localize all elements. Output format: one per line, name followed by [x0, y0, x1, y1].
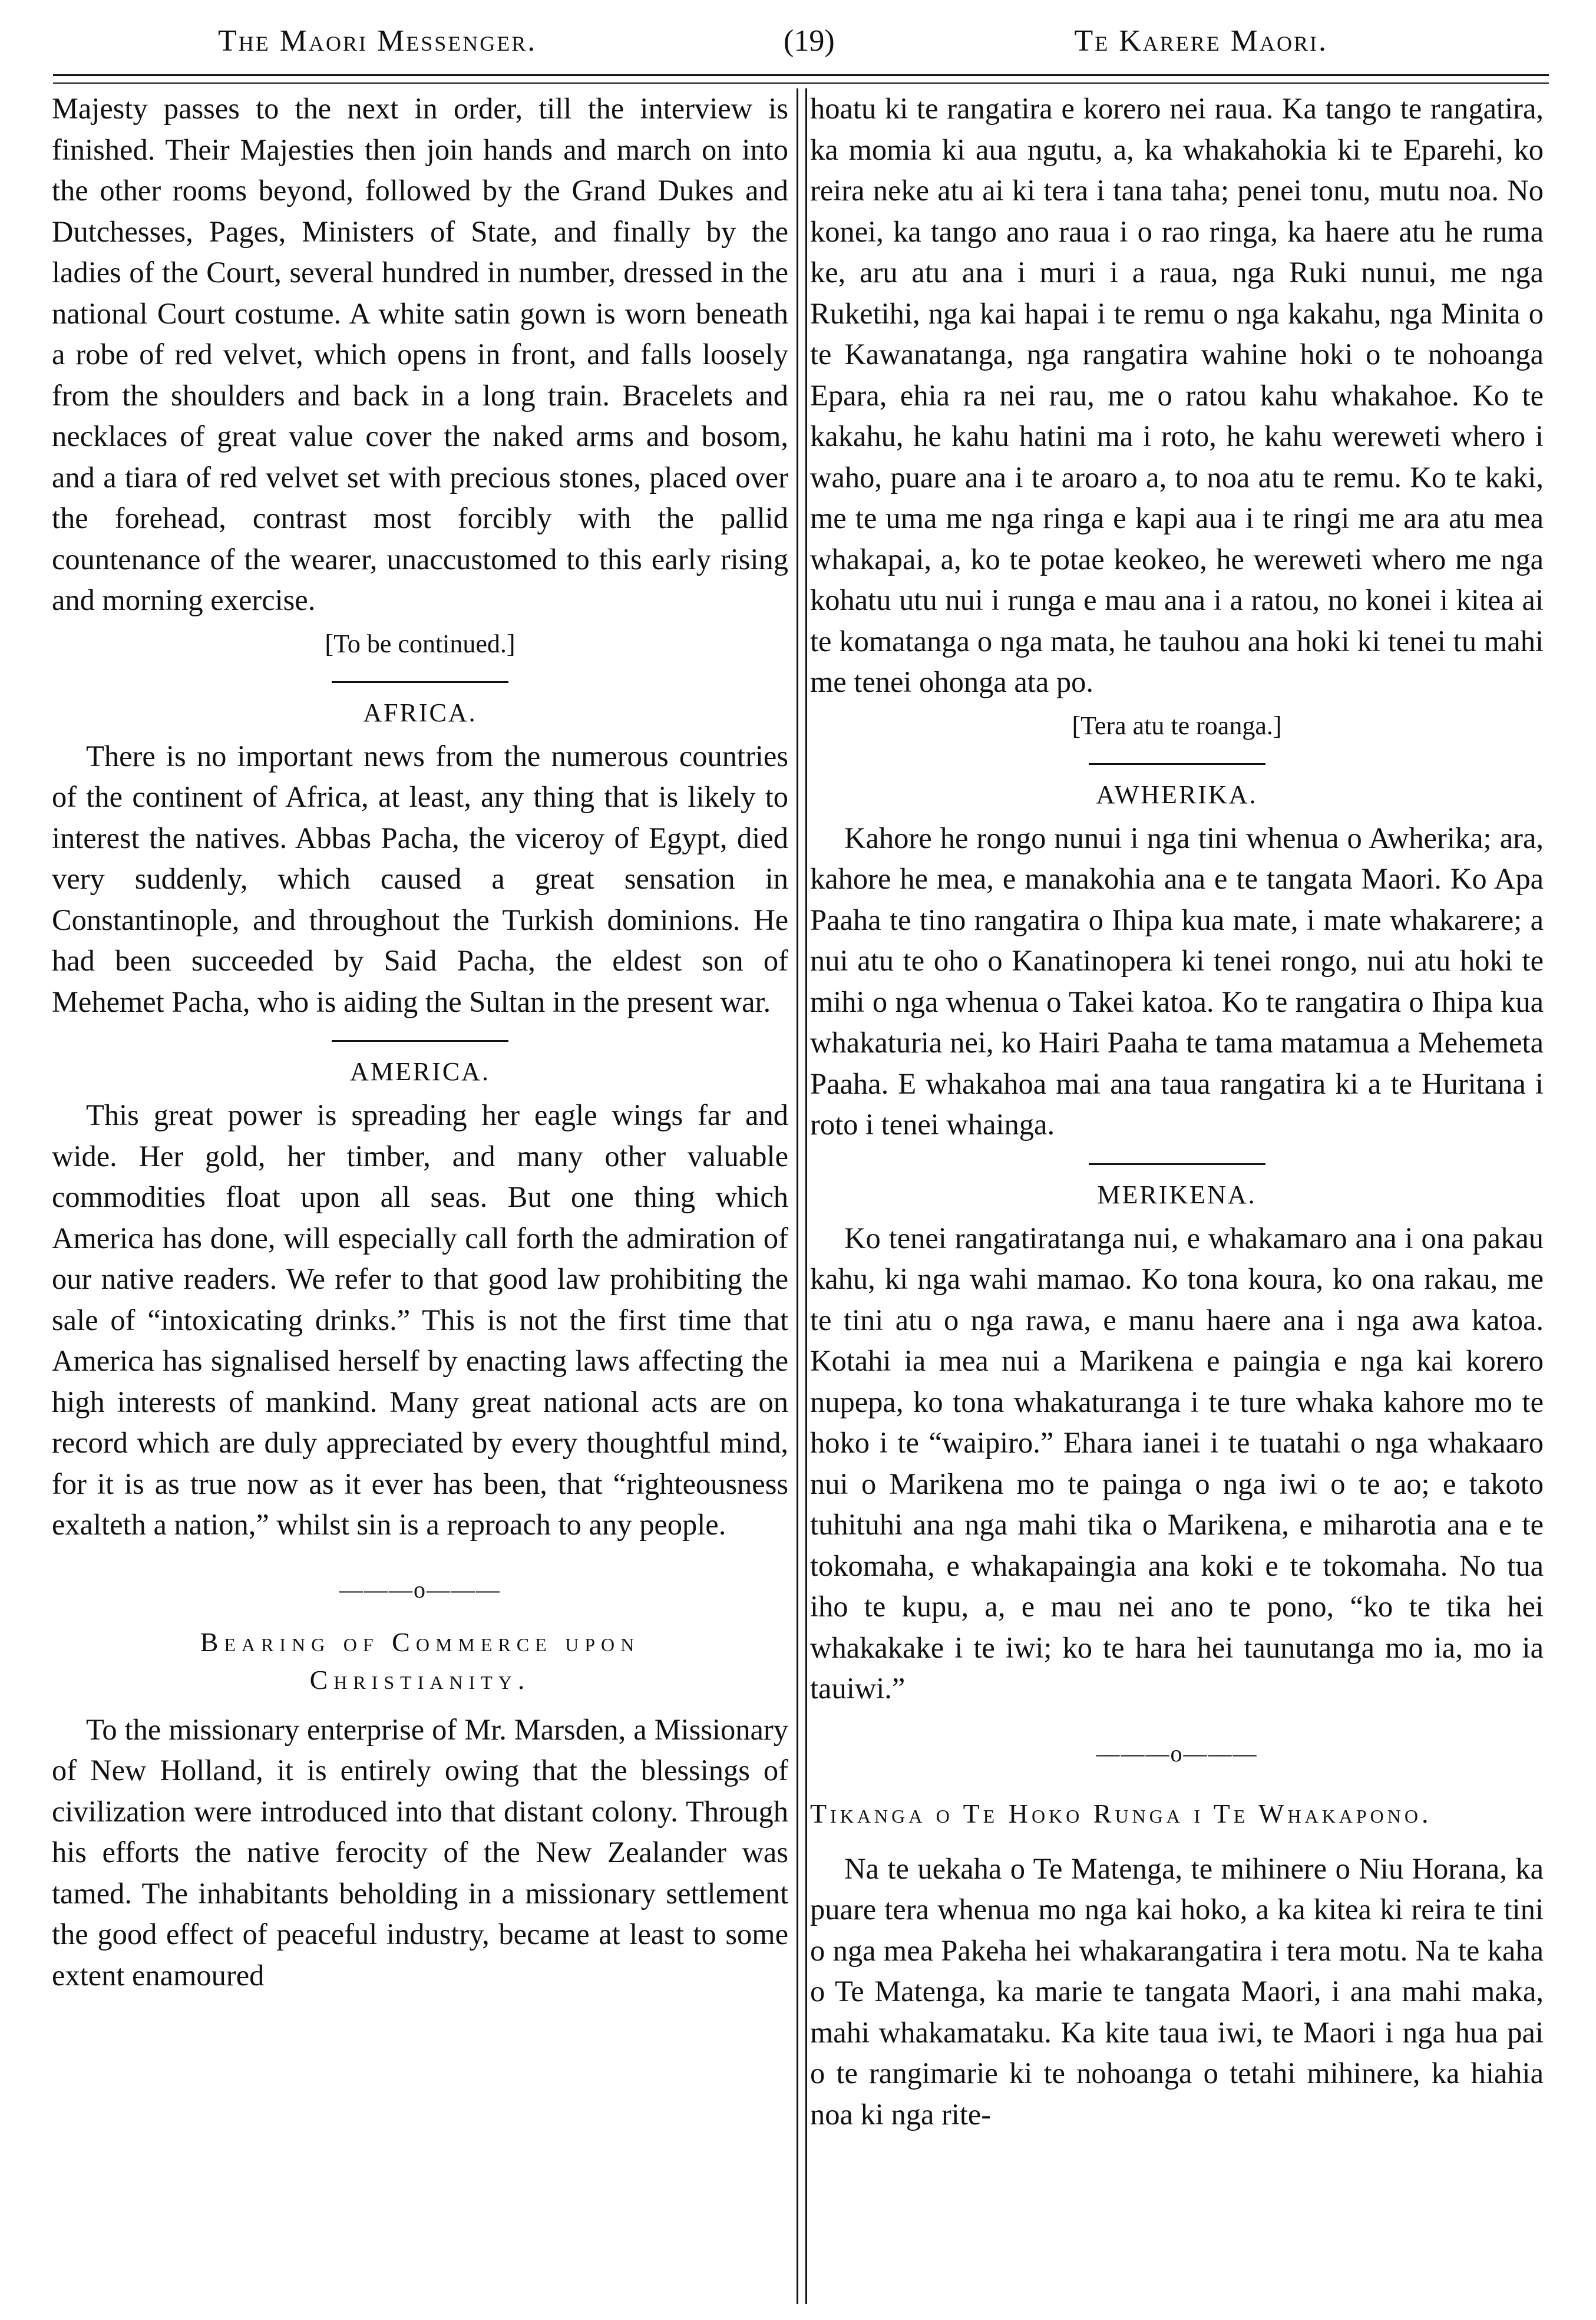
america-heading: AMERICA. — [350, 1057, 490, 1086]
maori-column — [810, 88, 1544, 2135]
merikena-article: Ko tenei rangatiratanga nui, e whakamaro ana i ona pakau kahu, ki nga wahi mamao. Ko tona koura, ko ona rakau, me te tini atu o nga rawa, e manu haere ana i nga awa katoa. Kotahi ia mea nui a Marikena e paingia e nga kai korero nupepa, ko tona whakaturanga i te ture whaka kahore mo te hoko i te “waipiro.” Ehara ianei i te tuatahi o nga whakaaro nui o Marikena mo te painga o nga iwi o te ao; e takoto tuhituhi ana nga mahi tika o Marikena, e miharotia ana e te tokomaha, e whakapaingia ana koki e te tokomaha. No tua iho te kupu, a, e mau nei ano te pono, “ko te tika hei whakakake i te iwi; ko te hara hei taunutanga mo ia, mo ia tauiwi.” — [810, 1221, 1544, 1705]
continued-article-text-maori: hoatu ki te rangatira e korero nei raua. Ka tango te rangatira, ka momia ki aua ngutu, a, ka whakahokia ki te Eparehi, ko reira neke atu ai ki tera i tana taha; penei tonu, mutu noa. No konei, ka tango ano raua i o rao ringa, ka haere atu he ruma ke, aru atu ana i muri i a raua, nga Ruki nunui, me nga Ruketihi, nga kai hapai i te remu o nga kakahu, nga Minita o te Kawanatanga, nga rangatira wahine hoki o te nohoanga Epara, ehia ra nei rau, me o ratou kahu whakahoe. Ko te kakahu, he kahu hatini ma i roto, he kahu wereweti whero i waho, puare ana i te aroaro a, to noa atu te remu. Ko te kaki, me te uma me nga ringa e kapi aua i te ringi me ara atu mea whakapai, a, ko te potae keokeo, he wereweti whero me nga kohatu utu nui i runga e mau ana i a ratou, no konei i kitea ai te komatanga o nga mata, he tauhou ana hoki ki tenei tu mahi me tenei ohonga ata po. — [810, 92, 1544, 698]
continued-article-text: Majesty passes to the next in order, till the interview is finished. Their Majesties then join hands and march on into the other rooms beyond, followed by the Grand Dukes and Dutchesses, Pages, Ministers of State, and finally by the ladies of the Court, several hundred in number, dressed in the national Court costume. A white satin gown is worn beneath a robe of red velvet, which opens in front, and falls loosely from the shoulders and back in a long train. Bracelets and necklaces of great value cover the naked arms and bosom, and a tiara of red velvet set with precious stones, placed over the forehead, contrast most forcibly with the pallid countenance of the wearer, unaccustomed to this early rising and morning exercise. — [52, 92, 788, 616]
section-ornament: ———o——— — [1096, 1740, 1258, 1767]
header-rule — [53, 74, 1549, 76]
commerce-heading-line2: Christianity. — [309, 1664, 531, 1695]
english-column — [52, 88, 788, 1996]
africa-article: There is no important news from the numerous countries of the continent of Africa, at least, any thing that is likely to interest the natives. Abbas Pacha, the viceroy of Egypt, died very suddenly, which caused a great sensation in Constantinople, and throughout the Turkish dominions. He had been succeeded by Said Pacha, the eldest son of Mehemet Pacha, who is aiding the Sultan in the present war. — [52, 739, 788, 1018]
section-rule — [1089, 1163, 1265, 1165]
awherika-heading: AWHERIKA. — [1096, 780, 1258, 809]
awherika-article: Kahore he rongo nunui i nga tini whenua o Awherika; ara, kahore he mea, e manakohia ana e te tangata Maori. Ko Apa Paaha te tino rangatira o Ihipa kua mate, i mate whakarere; a nui atu te oho o Kanatinopera ki tenei rongo, nui atu hoki te mihi o nga whenua o Takei katoa. Ko te rangatira o Ihipa kua whakaturia nei, ko Hairi Paaha te tama matamua a Mehemeta Paaha. E whakahoa mai ana taua rangatira ki a te Huritana i roto i tenei whainga. — [810, 821, 1544, 1141]
hoko-article: Na te uekaha o Te Matenga, te mihinere o Niu Horana, ka puare tera whenua mo nga kai hoko, a ka kitea ki reira te tini o nga mea Pakeha hei whakarangatira i tera motu. Na te kaha o Te Matenga, ka marie te tangata Maori, i ana mahi maka, mahi whakamataku. Ka kite taua iwi, te Maori i nga hua pai o te rangimarie ki te nohoanga o tetahi mihinere, ka hiahia noa ki nga rite- — [810, 1852, 1544, 2131]
page-header — [53, 24, 1552, 71]
continued-note: [To be continued.] — [325, 629, 516, 658]
page-number: (19) — [784, 24, 835, 58]
hoko-heading: Tikanga o Te Hoko Runga i Te Whakapono. — [810, 1798, 1432, 1829]
commerce-article: To the missionary enterprise of Mr. Marsden, a Missionary of New Holland, it is entirely owing that the blessings of civilization were introduced into that distant colony. Through his efforts the native ferocity of the New Zealander was tamed. The inhabitants beholding in a missionary settlement the good effect of peaceful industry, became at least to some extent enamoured — [52, 1712, 788, 1992]
continued-note-maori: [Tera atu te roanga.] — [1072, 711, 1282, 740]
america-article: This great power is spreading her eagle wings far and wide. Her gold, her timber, and many other valuable commodities float upon all seas. But one thing which America has done, will especially call forth the admiration of our native readers. We refer to that good law prohibiting the sale of “intoxicating drinks.” This is not the first time that America has signalised herself by enacting laws affecting the high interests of mankind. Many great national acts are on record which are duly appreciated by every thoughtful mind, for it is as true now as it ever has been, that “righteousness exalteth a nation,” whilst sin is a reproach to any people. — [52, 1098, 788, 1541]
header-english-title: The Maori Messenger. — [218, 24, 537, 58]
africa-heading: AFRICA. — [363, 698, 477, 727]
column-divider — [797, 88, 807, 2304]
header-maori-title: Te Karere Maori. — [1074, 24, 1328, 58]
header-rule-secondary — [53, 82, 1549, 84]
section-rule — [1089, 763, 1265, 765]
section-ornament: ———o——— — [339, 1576, 501, 1603]
section-rule — [332, 1040, 508, 1042]
commerce-heading-line1: Bearing of Commerce upon — [200, 1626, 640, 1657]
section-rule — [332, 681, 508, 683]
commerce-heading — [52, 1623, 788, 1699]
merikena-heading: MERIKENA. — [1097, 1180, 1257, 1209]
